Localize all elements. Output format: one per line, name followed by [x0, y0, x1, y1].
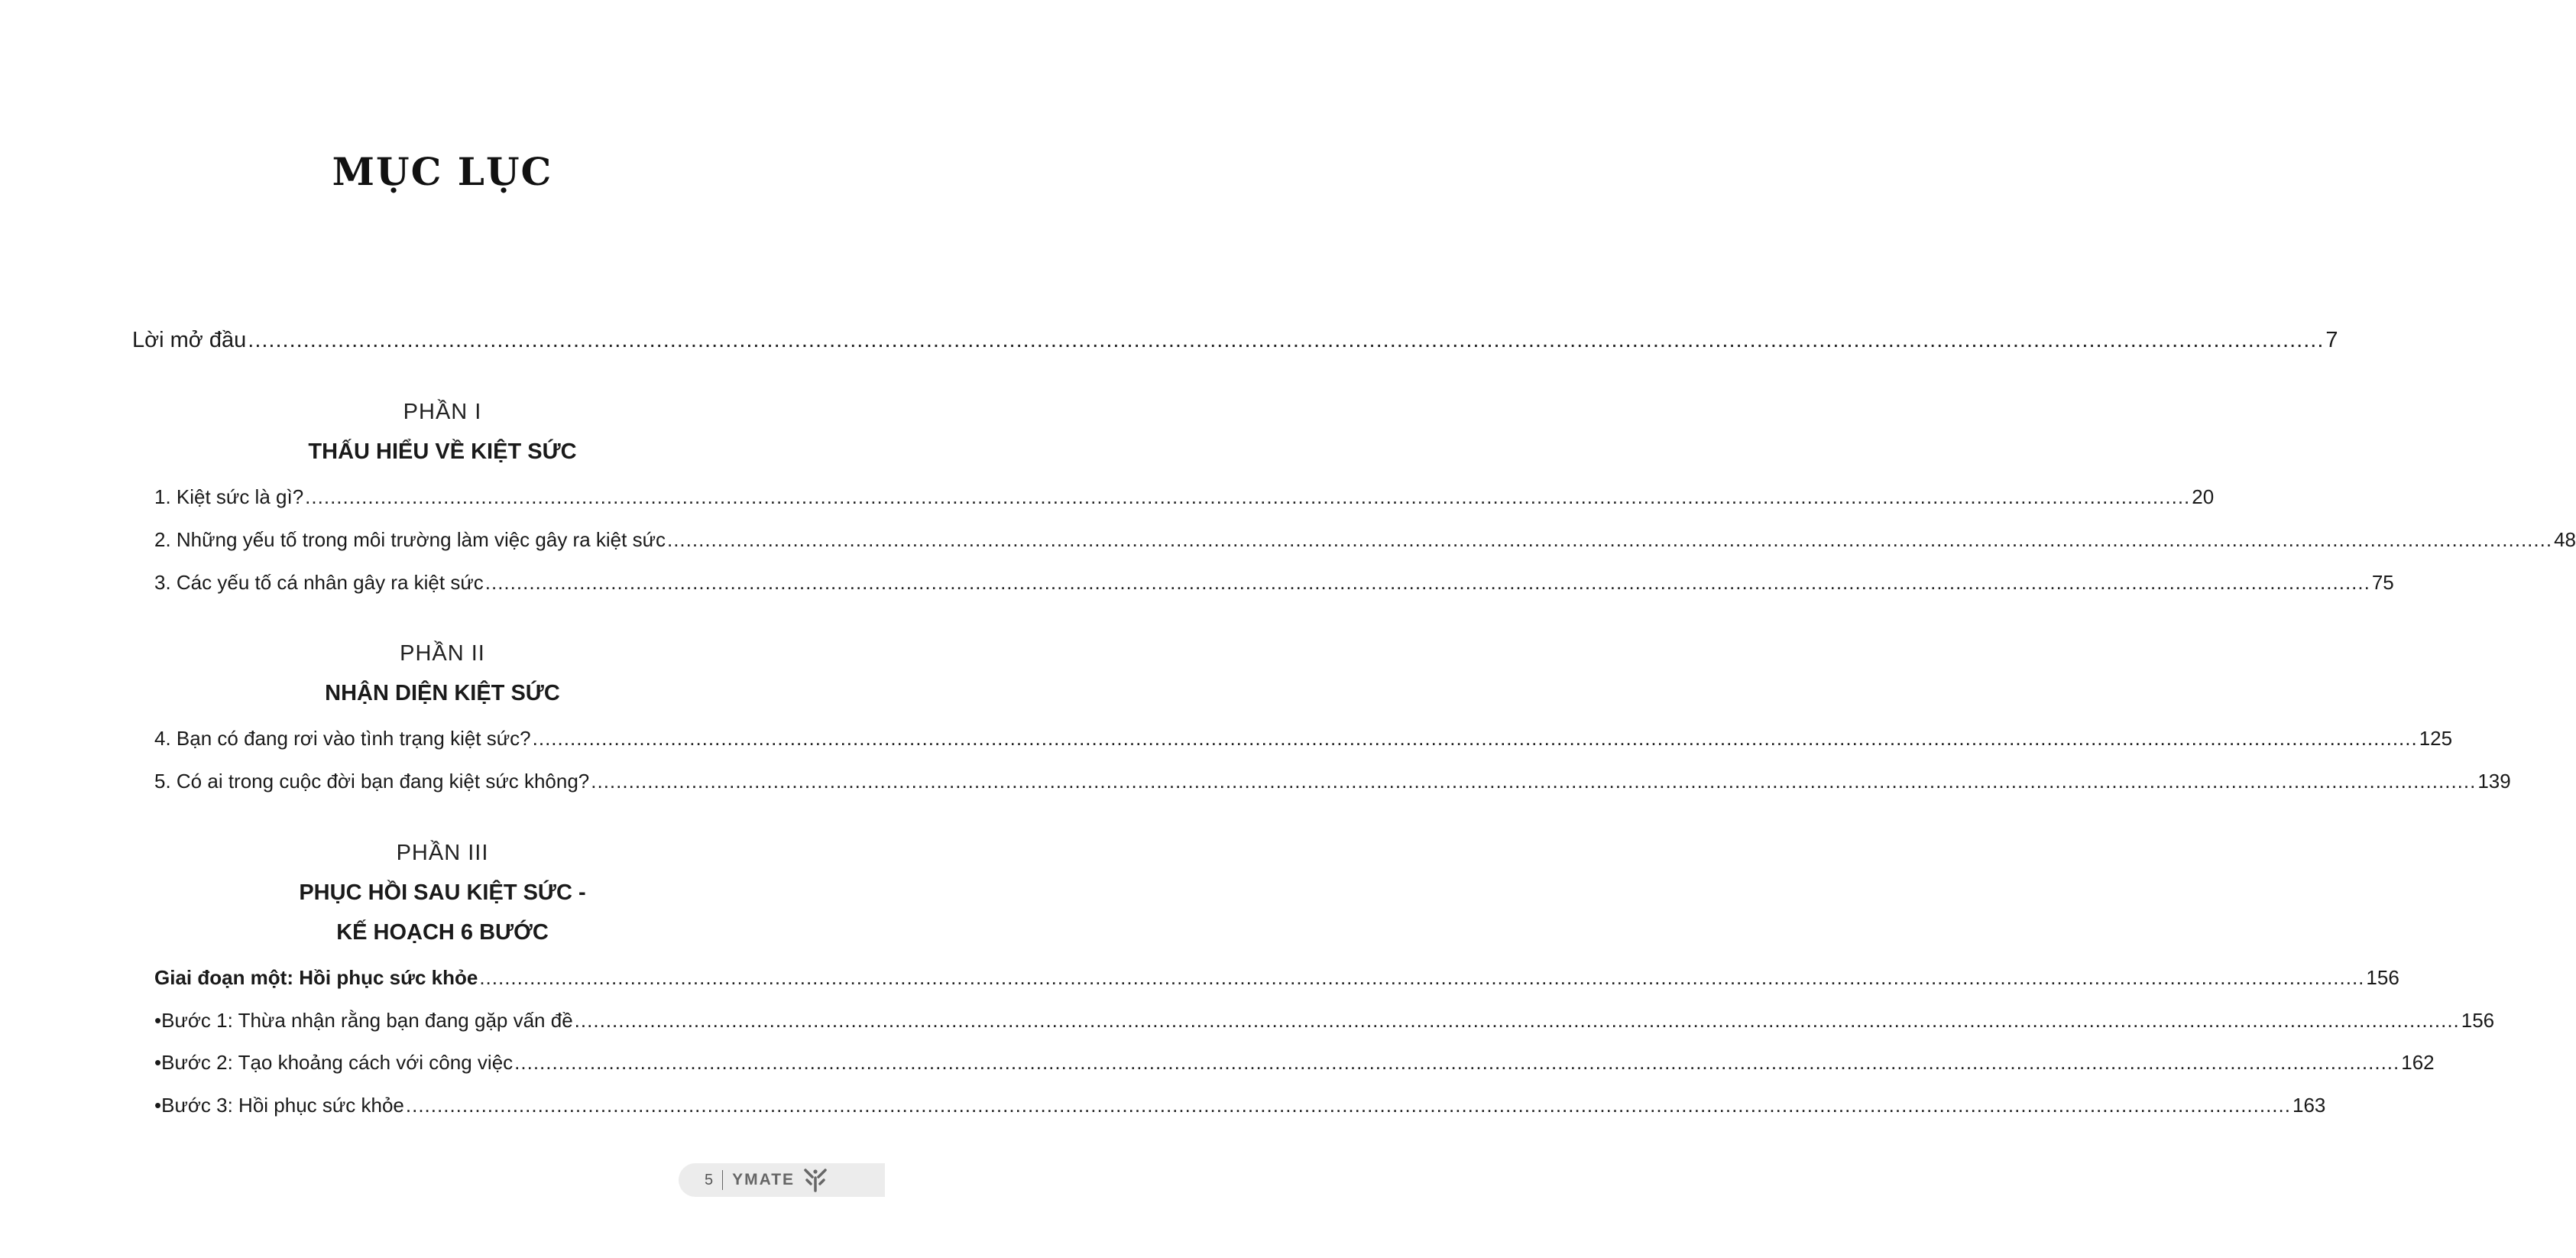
toc-entry-title: 5. Có ai trong cuộc đời bạn đang kiệt sức không?: [154, 770, 590, 793]
toc-step-entry[interactable]: [154, 1049, 2435, 1075]
toc-entry-intro[interactable]: [132, 327, 2338, 353]
toc-page-number: 125: [2419, 727, 2453, 750]
toc-entry[interactable]: [154, 527, 2576, 553]
part-1-label: PHẦN I: [403, 400, 482, 424]
footer-brand: YMATE: [732, 1171, 795, 1188]
toc-entry-title: Giai đoạn một: Hồi phục sức khỏe: [154, 966, 478, 989]
toc-entry-title: 1. Kiệt sức là gì?: [154, 485, 304, 508]
ymate-logo-icon: [802, 1167, 828, 1193]
dot-leader: ............................................................................................................................................................................................................................................................................................................: [666, 528, 2553, 551]
toc-page-number: 156: [2461, 1009, 2495, 1032]
toc-entry[interactable]: [154, 768, 2511, 794]
part-2-title: NHẬN DIỆN KIỆT SỨC: [325, 681, 560, 705]
dot-leader: ............................................................................................................................................................................................................................................................................................................: [484, 571, 2370, 594]
toc-entry[interactable]: [154, 484, 2215, 510]
dot-leader: ............................................................................................................................................................................................................................................................................................................: [479, 966, 2365, 989]
bullet: •: [154, 1094, 162, 1117]
toc-entry[interactable]: [154, 725, 2453, 751]
dot-leader: ............................................................................................................................................................................................................................................................................................................: [591, 770, 2477, 793]
toc-page-number: 163: [2292, 1094, 2326, 1117]
part-3-label: PHẦN III: [396, 841, 489, 865]
toc-entry[interactable]: [154, 569, 2394, 595]
toc-entry-title: 2. Những yếu tố trong môi trường làm việc gây ra kiệt sức: [154, 528, 666, 551]
toc-entry-title: Lời mở đầu: [132, 328, 247, 352]
toc-page-number: 20: [2192, 485, 2215, 508]
dot-leader: ............................................................................................................................................................................................................................................................................................................: [532, 727, 2418, 750]
toc-entry-title: Bước 3: Hồi phục sức khỏe: [161, 1094, 404, 1117]
part-1-title: THẤU HIỂU VỀ KIỆT SỨC: [308, 439, 577, 464]
footer-divider: [722, 1170, 723, 1190]
toc-page-number: 156: [2366, 966, 2399, 989]
toc-entry-title: 3. Các yếu tố cá nhân gây ra kiệt sức: [154, 571, 484, 594]
dot-leader: ............................................................................................................................................................................................................................................................................................................: [248, 328, 2325, 352]
part-3-title-line-2: KẾ HOẠCH 6 BƯỚC: [336, 920, 549, 945]
toc-entry-title: Bước 2: Tạo khoảng cách với công việc: [161, 1051, 514, 1074]
footer-page-number: 5: [705, 1171, 714, 1188]
part-2-label: PHẦN II: [400, 641, 485, 666]
dot-leader: ............................................................................................................................................................................................................................................................................................................: [574, 1009, 2460, 1032]
bullet: •: [154, 1009, 162, 1032]
dot-leader: ............................................................................................................................................................................................................................................................................................................: [514, 1051, 2400, 1074]
toc-page-number: 75: [2371, 571, 2394, 594]
toc-page-number: 162: [2401, 1051, 2435, 1074]
dot-leader: ............................................................................................................................................................................................................................................................................................................: [305, 485, 2191, 508]
toc-page-number: 7: [2325, 328, 2338, 352]
toc-page-number: 48: [2554, 528, 2576, 551]
dot-leader: ............................................................................................................................................................................................................................................................................................................: [405, 1094, 2291, 1117]
page-title: MỤC LỤC: [332, 149, 553, 194]
toc-entry-title: 4. Bạn có đang rơi vào tình trạng kiệt sức?: [154, 727, 531, 750]
toc-step-entry[interactable]: [154, 1007, 2495, 1033]
part-3-title-line-1: PHỤC HỒI SAU KIỆT SỨC -: [299, 880, 586, 905]
toc-page-number: 139: [2477, 770, 2511, 793]
toc-step-entry[interactable]: [154, 1092, 2326, 1118]
bullet: •: [154, 1051, 162, 1074]
footer-page-tab: [679, 1163, 885, 1197]
toc-stage-entry[interactable]: [154, 965, 2399, 991]
toc-entry-title: Bước 1: Thừa nhận rằng bạn đang gặp vấn đề: [161, 1009, 573, 1032]
